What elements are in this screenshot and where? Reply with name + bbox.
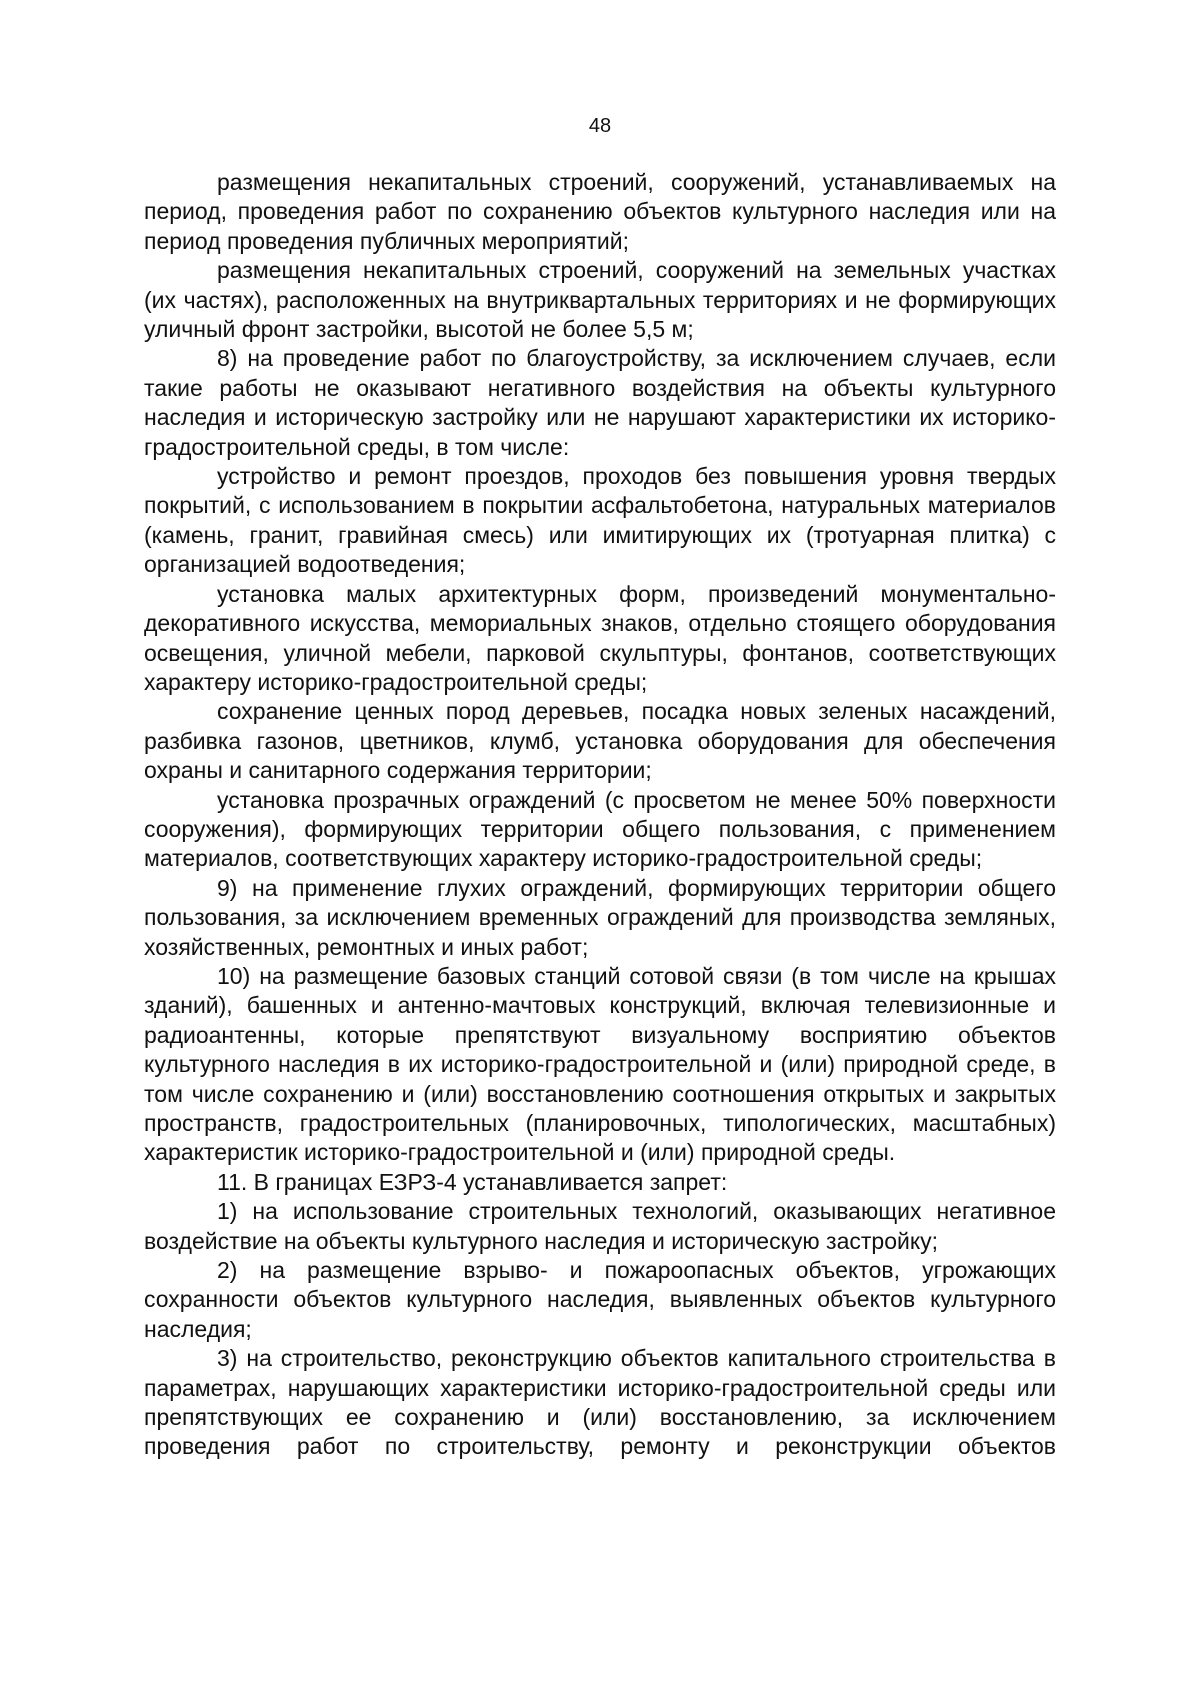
paragraph: устройство и ремонт проездов, проходов без повышения уровня твердых покрытий, с использованием в покрытии асфальтобетона, натуральных материалов (камень, гранит, гравийная смесь) или имитирующих их (тротуарная плитка) с организацией водоотведения; — [144, 463, 1056, 578]
paragraph: 2) на размещение взрыво- и пожароопасных объектов, угрожающих сохранности объектов культурного наследия, выявленных объектов культурного наследия; — [144, 1257, 1056, 1342]
page-number: 48 — [588, 115, 612, 137]
paragraph: 9) на применение глухих ограждений, формирующих территории общего пользования, за исключением временных ограждений для производства земляных, хозяйственных, ремонтных и иных работ; — [144, 874, 1056, 960]
paragraph: 11. В границах ЕЗРЗ-4 устанавливается запрет: — [217, 1168, 728, 1195]
paragraph: 10) на размещение базовых станций сотовой связи (в том числе на крышах зданий), башенных и антенно-мачтовых конструкций, включая телевизионные и радиоантенны, которые препятствуют визуальному восприятию объектов культурного наследия в их историко-градостроительной и (или) природной среде, в том числе сохранению и (или) восстановлению соотношения открытых и закрытых пространств, градостроительных (планировочных, типологических, масштабных) характеристик историко-градостроительной и (или) природной среды. — [144, 962, 1056, 1166]
document-body — [144, 168, 1056, 1462]
paragraph: 3) на строительство, реконструкцию объектов капитального строительства в параметрах, нарушающих характеристики историко-градостроительной среды или препятствующих ее сохранению и (или) восстановлению, за исключением проведения работ по строительству, ремонту и реконструкции объектов — [144, 1345, 1056, 1460]
paragraph: установка малых архитектурных форм, произведений монументально-декоративного искусства, мемориальных знаков, отдельно стоящего оборудования освещения, уличной мебели, парковой скульптуры, фонтанов, соответствующих характеру историко-градостроительной среды; — [144, 580, 1056, 695]
paragraph: размещения некапитальных строений, сооружений, устанавливаемых на период, проведения работ по сохранению объектов культурного наследия или на период проведения публичных мероприятий; — [144, 169, 1056, 254]
paragraph: 8) на проведение работ по благоустройству, за исключением случаев, если такие работы не оказывают негативного воздействия на объекты культурного наследия и историческую застройку или не нарушают характеристики их историко-градостроительной среды, в том числе: — [144, 345, 1056, 460]
paragraph: установка прозрачных ограждений (с просветом не менее 50% поверхности сооружения), формирующих территории общего пользования, с применением материалов, соответствующих характеру историко-градостроительной среды; — [144, 786, 1056, 872]
paragraph: размещения некапитальных строений, сооружений на земельных участках (их частях), расположенных на внутриквартальных территориях и не формирующих уличный фронт застройки, высотой не более 5,5 м; — [144, 257, 1056, 343]
paragraph: 1) на использование строительных технологий, оказывающих негативное воздействие на объекты культурного наследия и историческую застройку; — [144, 1198, 1056, 1254]
paragraph: сохранение ценных пород деревьев, посадка новых зеленых насаждений, разбивка газонов, цветников, клумб, установка оборудования для обеспечения охраны и санитарного содержания территории; — [144, 698, 1056, 784]
